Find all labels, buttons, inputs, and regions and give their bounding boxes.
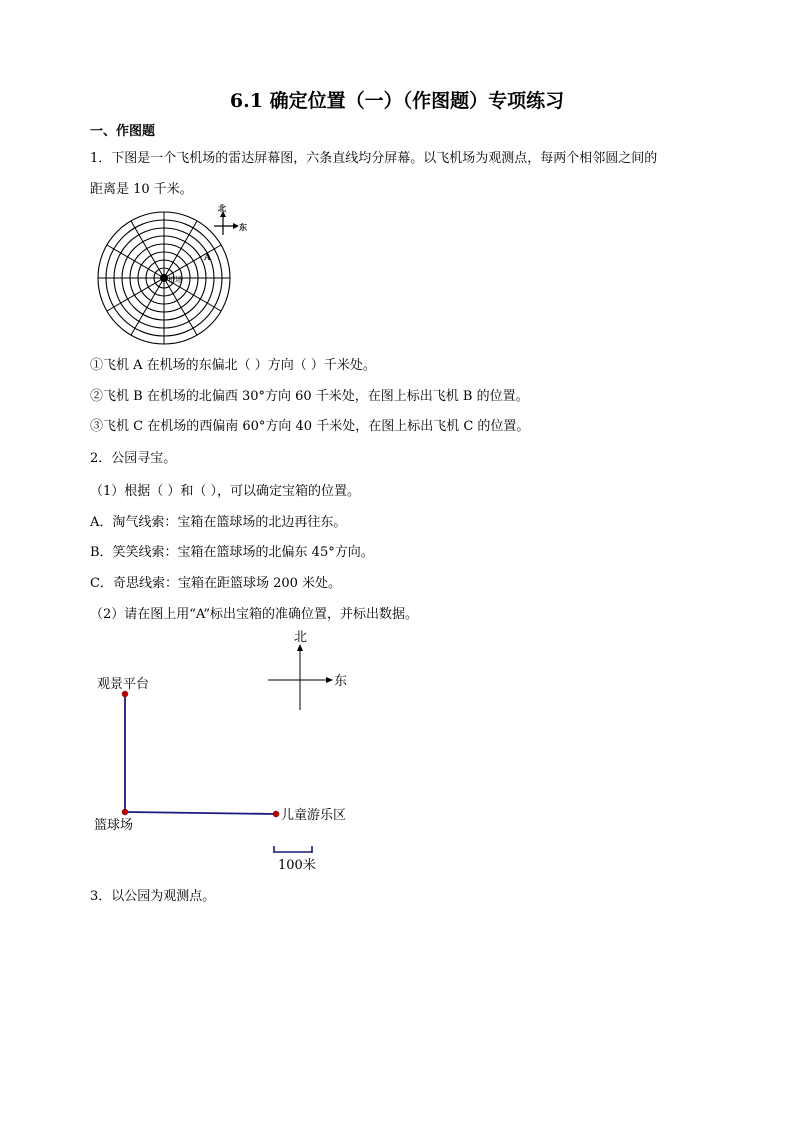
- q2-text-line1: 2．公园寻宝。: [90, 451, 177, 466]
- q3-text-line1: 3．以公园为观测点。: [90, 889, 216, 904]
- map-north-label: 北: [294, 630, 308, 645]
- compass-north-label: 北: [218, 203, 226, 213]
- q1-sub1: ①飞机 A 在机场的东偏北（ ）方向（ ）千米处。: [90, 358, 376, 373]
- path-to-kids-area: [125, 812, 276, 814]
- basketball-court-label: 篮球场: [94, 818, 134, 833]
- airport-center: [160, 274, 168, 282]
- q2-option-b: B．笑笑线索：宝箱在篮球场的北偏东 45°方向。: [90, 545, 374, 560]
- airport-label: 机场: [168, 276, 182, 284]
- kids-area-label: 儿童游乐区: [281, 808, 347, 823]
- q2-option-c: C．奇思线索：宝箱在距篮球场 200 米处。: [90, 576, 342, 591]
- q1-text-line1: 1．下图是一个飞机场的雷达屏幕图，六条直线均分屏幕。以飞机场为观测点，每两个相邻圆之间的: [90, 151, 658, 166]
- viewing-platform-label: 观景平台: [97, 677, 150, 692]
- compass-east-label: 东: [239, 222, 247, 232]
- scale-label: 100米: [278, 858, 316, 873]
- map-east-label: 东: [334, 674, 348, 689]
- kids-area-point: [273, 811, 279, 817]
- radar-screen-figure: [90, 200, 250, 345]
- page-title: 6.1 确定位置（一）（作图题）专项练习: [229, 90, 565, 112]
- scale-bar: [274, 846, 316, 873]
- q1-sub3: ③飞机 C 在机场的西偏南 60°方向 40 千米处，在图上标出飞机 C 的位置。: [90, 419, 530, 434]
- q2-sub2: （2）请在图上用“A”标出宝箱的准确位置，并标出数据。: [90, 607, 419, 622]
- plane-a-label: A: [204, 253, 211, 263]
- map-compass-icon: [268, 630, 347, 710]
- q1-text-line2: 距离是 10 千米。: [90, 182, 193, 197]
- basketball-court-point: [122, 809, 128, 815]
- park-map-figure: [90, 628, 370, 878]
- q2-sub1: （1）根据（ ）和（ ），可以确定宝箱的位置。: [90, 484, 361, 499]
- section-heading: 一、作图题: [90, 124, 156, 139]
- q1-sub2: ②飞机 B 在机场的北偏西 30°方向 60 千米处，在图上标出飞机 B 的位置。: [90, 389, 529, 404]
- q2-option-a: A．淘气线索：宝箱在篮球场的北边再往东。: [90, 515, 347, 530]
- compass-icon: [214, 203, 247, 235]
